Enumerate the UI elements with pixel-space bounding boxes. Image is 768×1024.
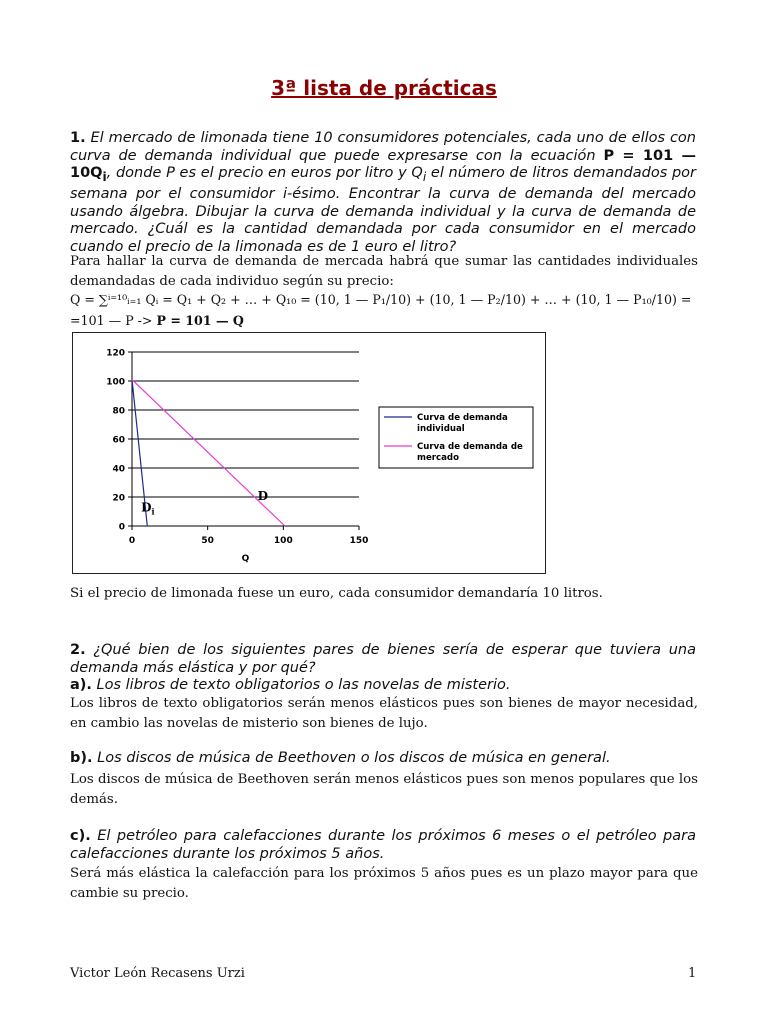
x-tick-label: 50 — [201, 536, 214, 546]
curve-annotation-subscript: i — [151, 506, 155, 517]
answer-2a: Los libros de texto obligatorios serán menos elásticos pues son bienes de mayor necesidad, en cambio las novelas de misterio son bienes de lujo. — [70, 696, 698, 731]
y-tick-label: 120 — [106, 348, 125, 359]
y-tick-label: 0 — [118, 522, 125, 533]
answer-2c: Será más elástica la calefacción para los próximos 5 años pues es un plazo mayor para que cambie su precio. — [70, 866, 698, 901]
answer-1-intro: Para hallar la curva de demanda de mercada habrá que sumar las cantidades individuales demandadas de cada individuo según su precio: — [70, 254, 698, 289]
demand-chart-svg — [73, 333, 545, 573]
legend-label-line: Curva de demanda — [417, 413, 508, 423]
demand-chart — [72, 332, 546, 574]
question-2: 2. ¿Qué bien de los siguientes pares de bienes sería de esperar que tuviera una demanda más elástica y por qué? — [70, 642, 696, 676]
question-2b: b). Los discos de música de Beethoven o los discos de música en general. — [70, 750, 611, 766]
question-1: 1. El mercado de limonada tiene 10 consumidores potenciales, cada uno de ellos con curva de demanda individual que puede expresarse con la ecuación P = 101 — $10Q_i$, donde P es el precio en euros por litro y $Q_i$ el número de litros demandados por semana por el consumidor i-ésimo. Encontrar la curva de demanda del mercado usando álgebra. Dibujar la curva de demanda individual y la curva de demanda de mercado. ¿Cuál es la cantidad demandada por cada consumidor en el mercado cuando el precio de la limonada es de 1 euro el litro? — [70, 130, 696, 255]
legend-label-line: individual — [417, 424, 465, 434]
y-tick-label: 80 — [112, 406, 125, 417]
y-tick-label: 60 — [112, 435, 125, 446]
curve-annotation-d: D — [257, 488, 269, 503]
series-line-market — [132, 380, 285, 526]
formula-line-1: Q = ∑ⁱ⁼¹⁰ᵢ₌₁ Qᵢ = Q₁ + Q₂ + … + Q₁₀ = (10, 1 — P₁/10) + (10, 1 — P₂/10) + … + (10, 1 — P₁₀/10) = — [70, 292, 692, 307]
x-tick-label: 100 — [273, 536, 293, 546]
curve-annotation-di: $D_i$ — [141, 500, 155, 517]
question-2a: a). Los libros de texto obligatorios o las novelas de misterio. — [70, 677, 511, 693]
page-title: 3ª lista de prácticas — [271, 76, 497, 100]
answer-2b: Los discos de música de Beethoven serán menos elásticos pues son menos populares que los demás. — [70, 772, 698, 807]
footer-page-number: 1 — [688, 966, 697, 981]
footer-author: Victor León Recasens Urzi — [70, 966, 245, 981]
formula-line-2: =101 — P -> P = 101 — Q — [70, 313, 244, 328]
legend-label-line: mercado — [417, 453, 459, 463]
x-tick-label: 150 — [349, 536, 369, 546]
x-axis-label: Q — [241, 554, 250, 564]
x-tick-label: 0 — [128, 536, 136, 546]
y-tick-label: 40 — [112, 464, 125, 475]
legend-label-line: Curva de demanda de — [417, 442, 523, 452]
y-tick-label: 100 — [106, 377, 125, 388]
answer-1-final: Si el precio de limonada fuese un euro, cada consumidor demandaría 10 litros. — [70, 586, 603, 601]
y-tick-label: 20 — [112, 493, 125, 504]
question-2c: c). El petróleo para calefacciones durante los próximos 6 meses o el petróleo para calefacciones durante los próximos 5 años. — [70, 828, 696, 862]
